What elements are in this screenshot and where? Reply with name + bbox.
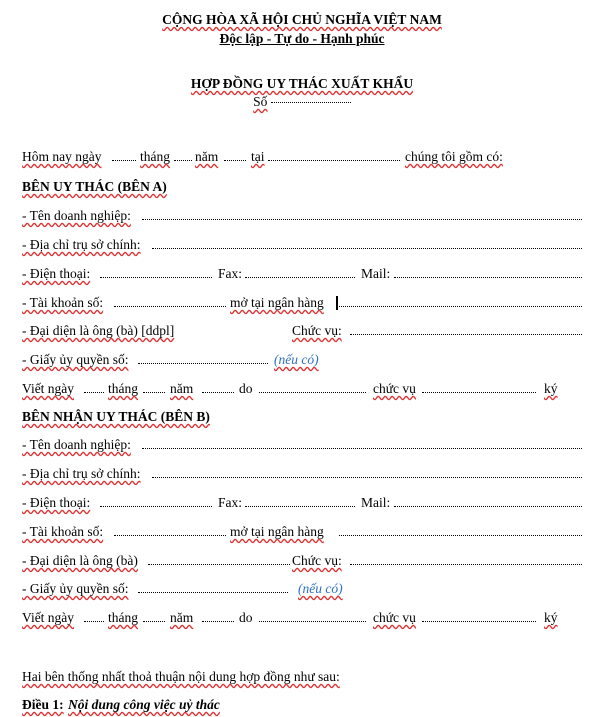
party-b-account-label: - Tài khoản số: — [22, 524, 104, 539]
party-a-heading: BÊN UY THÁC (BÊN A) — [22, 179, 167, 194]
party-a-auth-note: (nếu có) — [274, 352, 319, 367]
party-a-issued-year-blank[interactable] — [202, 392, 234, 393]
intro-parties-label: chúng tôi gồm có: — [405, 149, 503, 164]
party-a-issued-year-label: năm — [170, 381, 194, 396]
party-b-address-blank[interactable] — [152, 477, 582, 478]
party-b-position-blank[interactable] — [350, 564, 582, 565]
party-a-auth-blank[interactable] — [138, 363, 268, 364]
party-b-account-blank[interactable] — [114, 535, 226, 536]
contract-title-text: HỢP ĐỒNG UY THÁC XUẤT KHẨU — [190, 76, 414, 91]
party-a-account-blank[interactable] — [114, 306, 226, 307]
country-name — [0, 12, 604, 28]
agreement-text: Hai bên thống nhất thoả thuận nội dung hợp đồng như sau: — [22, 669, 340, 684]
party-b-company-blank[interactable] — [142, 448, 582, 449]
party-a-auth-label: - Giấy ủy quyền số: — [22, 352, 129, 367]
party-b-issuer-position-blank[interactable] — [422, 621, 536, 622]
party-a-issued-by-label: do — [239, 381, 253, 396]
party-a-signed-label: ký — [544, 381, 558, 396]
party-a-mail-blank[interactable] — [394, 277, 582, 278]
party-a-issued-month-blank[interactable] — [143, 392, 165, 393]
party-b-phone-label: - Điện thoại: — [22, 495, 91, 510]
text-cursor — [336, 296, 338, 310]
national-motto — [0, 31, 604, 47]
party-b-mail-label: Mail: — [361, 495, 391, 510]
party-a-company-label: - Tên doanh nghiệp: — [22, 208, 131, 223]
party-b-issued-day-blank[interactable] — [84, 621, 104, 622]
party-a-issuer-position-blank[interactable] — [422, 392, 536, 393]
party-b-phone-blank[interactable] — [100, 506, 212, 507]
party-a-issued-row — [22, 380, 584, 398]
number-blank[interactable] — [271, 102, 351, 103]
party-b-rep-row — [22, 552, 584, 570]
day-blank[interactable] — [112, 160, 136, 161]
place-blank[interactable] — [268, 160, 400, 161]
party-a-issued-by-blank[interactable] — [259, 392, 366, 393]
party-b-account-row — [22, 523, 584, 541]
party-b-company-row — [22, 436, 584, 454]
article-1-label: Điều 1: — [22, 697, 64, 712]
party-b-position-label: Chức vụ: — [292, 553, 342, 568]
party-a-issued-day-blank[interactable] — [84, 392, 104, 393]
party-a-company-row — [22, 207, 584, 225]
party-b-auth-blank[interactable] — [138, 592, 288, 593]
party-b-issued-month-label: tháng — [108, 610, 138, 625]
party-a-mail-label: Mail: — [361, 266, 391, 281]
party-a-fax-blank[interactable] — [245, 277, 355, 278]
party-b-auth-label: - Giấy ủy quyền số: — [22, 581, 129, 596]
party-a-account-row — [22, 294, 584, 312]
party-b-issued-label: Viết ngày — [22, 610, 75, 625]
party-b-fax-blank[interactable] — [245, 506, 355, 507]
intro-year-label: năm — [195, 149, 219, 164]
party-b-address-row — [22, 465, 584, 483]
month-blank[interactable] — [174, 160, 192, 161]
year-blank[interactable] — [224, 160, 246, 161]
party-b-rep-blank[interactable] — [148, 564, 290, 565]
party-b-issued-year-label: năm — [170, 610, 194, 625]
number-label: Số — [253, 94, 268, 109]
party-a-position-label: Chức vụ: — [292, 323, 342, 338]
party-b-signed-label: ký — [544, 610, 558, 625]
party-a-bank-label: mở tại ngân hàng — [230, 295, 324, 310]
party-a-bank-blank[interactable] — [339, 306, 582, 307]
party-b-issued-row — [22, 609, 584, 627]
party-b-mail-blank[interactable] — [394, 506, 582, 507]
party-a-address-blank[interactable] — [152, 248, 582, 249]
contract-number — [0, 94, 604, 110]
party-a-account-label: - Tài khoản số: — [22, 295, 104, 310]
party-a-issued-label: Viết ngày — [22, 381, 75, 396]
party-b-issued-by-label: do — [239, 610, 253, 625]
party-a-fax-label: Fax: — [218, 266, 243, 281]
party-b-issued-month-blank[interactable] — [143, 621, 165, 622]
party-a-issuer-position-label: chức vụ — [373, 381, 416, 396]
party-b-auth-row — [22, 580, 584, 598]
party-a-rep-label: - Đại diện là ông (bà) [ddpl] — [22, 323, 175, 338]
country-name-text: CỘNG HÒA XÃ HỘI CHỦ NGHĨA VIỆT NAM — [162, 12, 442, 27]
intro-place-label: tại — [251, 149, 265, 164]
article-1-title: Nội dung công việc uỷ thác — [68, 697, 220, 712]
party-b-bank-blank[interactable] — [339, 535, 582, 536]
party-a-phone-label: - Điện thoại: — [22, 266, 91, 281]
party-b-address-label: - Địa chỉ trụ sở chính: — [22, 466, 141, 481]
party-a-issued-month-label: tháng — [108, 381, 138, 396]
party-a-contact-row — [22, 265, 584, 283]
article-1 — [22, 696, 584, 714]
party-b-auth-note: (nếu có) — [298, 581, 343, 596]
party-b-issuer-position-label: chức vụ — [373, 610, 416, 625]
party-b-contact-row — [22, 494, 584, 512]
party-a-address-label: - Địa chỉ trụ sở chính: — [22, 237, 141, 252]
party-a-auth-row — [22, 351, 584, 369]
intro-line — [22, 148, 584, 166]
motto-text: Độc lập - Tự do - Hạnh phúc — [219, 31, 385, 46]
party-b-issued-by-blank[interactable] — [259, 621, 366, 622]
party-a-position-blank[interactable] — [350, 334, 582, 335]
party-a-company-blank[interactable] — [142, 219, 582, 220]
intro-date-label: Hôm nay ngày — [22, 149, 102, 164]
party-a-address-row — [22, 236, 584, 254]
party-b-company-label: - Tên doanh nghiệp: — [22, 437, 131, 452]
party-b-fax-label: Fax: — [218, 495, 243, 510]
party-a-rep-row — [22, 322, 584, 340]
contract-title — [0, 76, 604, 92]
party-b-issued-year-blank[interactable] — [202, 621, 234, 622]
party-b-bank-label: mở tại ngân hàng — [230, 524, 324, 539]
party-b-heading: BÊN NHẬN UY THÁC (BÊN B) — [22, 409, 210, 424]
party-b-rep-label: - Đại diện là ông (bà) — [22, 553, 138, 568]
intro-month-label: tháng — [140, 149, 170, 164]
party-a-phone-blank[interactable] — [100, 277, 212, 278]
